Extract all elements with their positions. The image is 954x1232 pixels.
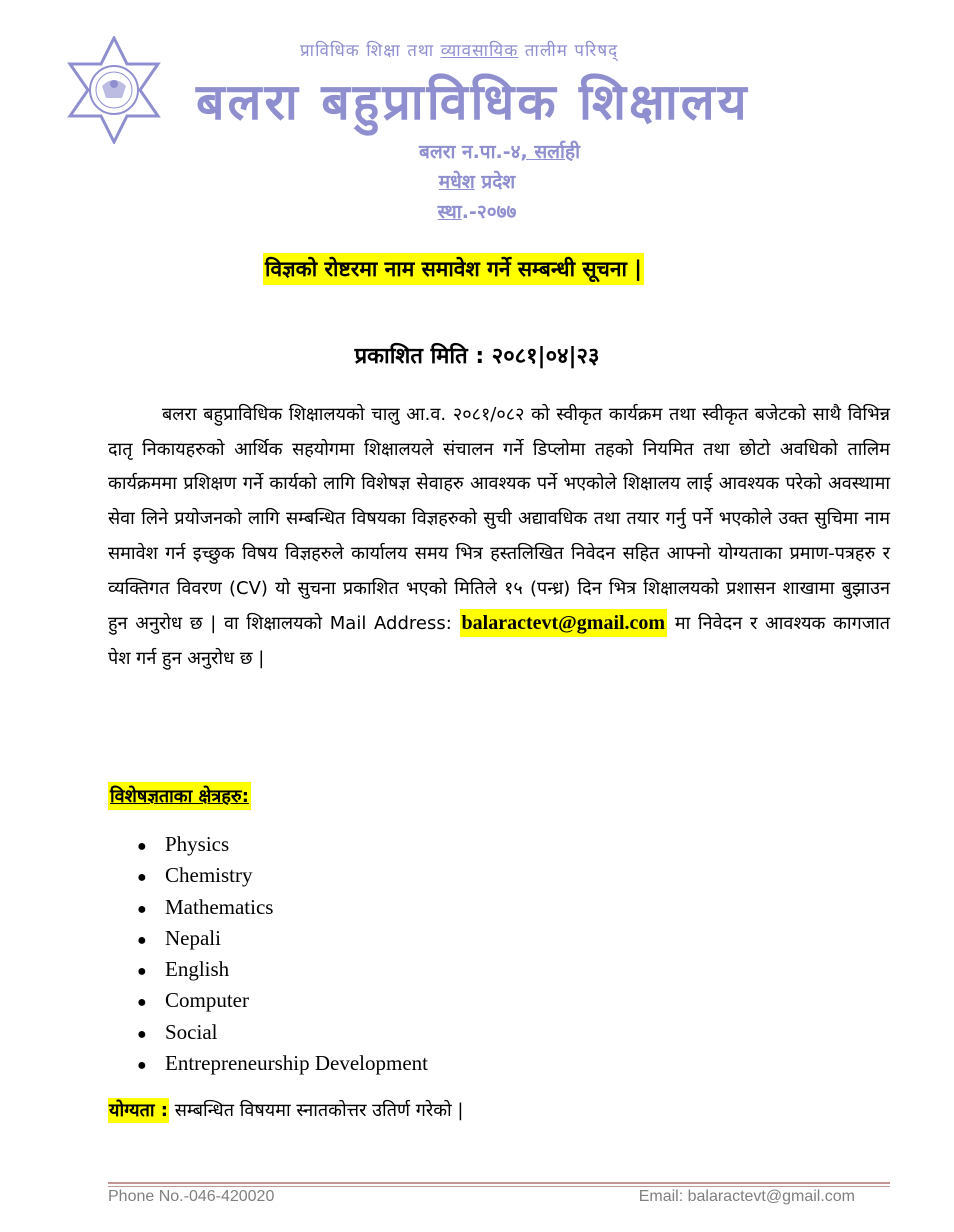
area-label: Nepali	[165, 925, 221, 950]
college-province	[0, 168, 954, 194]
area-label: Physics	[165, 832, 230, 856]
footer-phone: Phone No.-046-420020	[108, 1188, 275, 1205]
areas-list	[137, 829, 428, 1079]
area-label: Social	[165, 1019, 218, 1044]
list-item	[137, 954, 428, 985]
areas-heading-text: विशेषज्ञताका क्षेत्रहरु:	[110, 786, 249, 807]
notice-body-main: बलरा बहुप्राविधिक शिक्षालयको चालु आ.व. २०८१/०८२ को स्वीकृत कार्यक्रम तथा स्वीकृत बजेटको साथै विभिन्न दातृ निकायहरुको आर्थिक सहयोगमा शिक्षालयले संचालन गर्ने डिप्लोमा तहको नियमित तथा छोटो अवधिको तालिम कार्यक्रममा प्रशिक्षण गर्ने कार्यको लागि विशेषज्ञ सेवाहरु आवश्यक पर्ने भएकोले शिक्षालय लाई आवश्यक परेको अवस्थामा सेवा लिने प्रयोजनको लागि सम्बन्धित विषयका विज्ञहरुको सुची अद्यावधिक तथा तयार गर्नु पर्ने भएकोले उक्त सुचिमा नाम समावेश गर्न इच्छुक विषय विज्ञहरुले कार्यालय समय भित्र हस्तलिखित निवेदन सहित आफ्नो योग्यताका प्रमाण-पत्रहरु र व्यक्तिगत विवरण (CV) यो सुचना प्रकाशित भएको मितिले १५ (पन्ध्र) दिन भित्र शिक्षालयको प्रशासन शाखामा बुझाउन हुन अनुरोध छ | वा शिक्षालयको Mail Address:	[108, 404, 890, 635]
college-address	[0, 138, 954, 164]
council-name-pre: प्राविधिक शिक्षा तथा	[300, 41, 441, 61]
address-municipality: बलरा न.पा.-४	[419, 141, 521, 163]
list-item	[137, 923, 428, 954]
footer-divider	[108, 1182, 890, 1184]
notice-body-end: मा निवेदन र आवश्यक कागजात पेश गर्न हुन अनुरोध छ |	[108, 613, 890, 669]
area-label: English	[165, 957, 230, 982]
footer-divider-thin	[108, 1186, 890, 1187]
notice-body	[108, 398, 890, 677]
bullet-icon: ●	[137, 1025, 147, 1043]
list-item	[137, 860, 428, 891]
notice-title: विज्ञको रोष्टरमा नाम समावेश गर्ने सम्बन्धी सूचना |	[263, 253, 644, 285]
area-label: Chemistry	[165, 863, 253, 888]
bullet-icon: ●	[137, 1057, 147, 1075]
college-name: बलरा बहुप्राविधिक शिक्षालय	[196, 73, 750, 131]
list-item	[137, 985, 428, 1016]
publication-date: प्रकाशित मिति : २०८१|०४|२३	[354, 344, 600, 369]
footer-email[interactable]: Email: balaractevt@gmail.com	[638, 1188, 855, 1205]
college-established	[0, 198, 954, 224]
area-label: Mathematics	[165, 894, 274, 919]
list-item	[137, 1017, 428, 1048]
list-item	[137, 829, 428, 860]
bullet-icon: ●	[137, 869, 147, 887]
bullet-icon: ●	[137, 963, 147, 981]
bullet-icon: ●	[137, 900, 147, 918]
council-name-post: तालीम परिषद्	[518, 41, 619, 61]
list-item	[137, 892, 428, 923]
notice-email-link[interactable]: balaractevt@gmail.com	[460, 609, 668, 637]
list-item	[137, 1048, 428, 1079]
province-name: मधेश	[438, 171, 475, 193]
council-name	[300, 38, 700, 61]
areas-heading	[108, 782, 251, 810]
bullet-icon: ●	[137, 838, 147, 855]
bullet-icon: ●	[137, 931, 147, 949]
established-label: स्था	[437, 201, 462, 223]
council-name-underlined: व्यावसायिक	[440, 41, 519, 61]
qualification-line	[108, 1098, 463, 1122]
address-district-suffix: ही	[564, 141, 580, 163]
qualification-text: सम्बन्धित विषयमा स्नातकोत्तर उतिर्ण गरेको |	[169, 1100, 464, 1121]
established-year: .-२०७७	[461, 201, 517, 223]
nepal-emblem-icon	[64, 36, 164, 144]
area-label: Entrepreneurship Development	[165, 1051, 428, 1076]
bullet-icon: ●	[137, 994, 147, 1012]
province-label: प्रदेश	[474, 171, 516, 193]
address-district-underlined: , सर्ला	[520, 141, 565, 163]
area-label: Computer	[165, 988, 249, 1013]
qualification-label: योग्यता :	[109, 1100, 168, 1121]
